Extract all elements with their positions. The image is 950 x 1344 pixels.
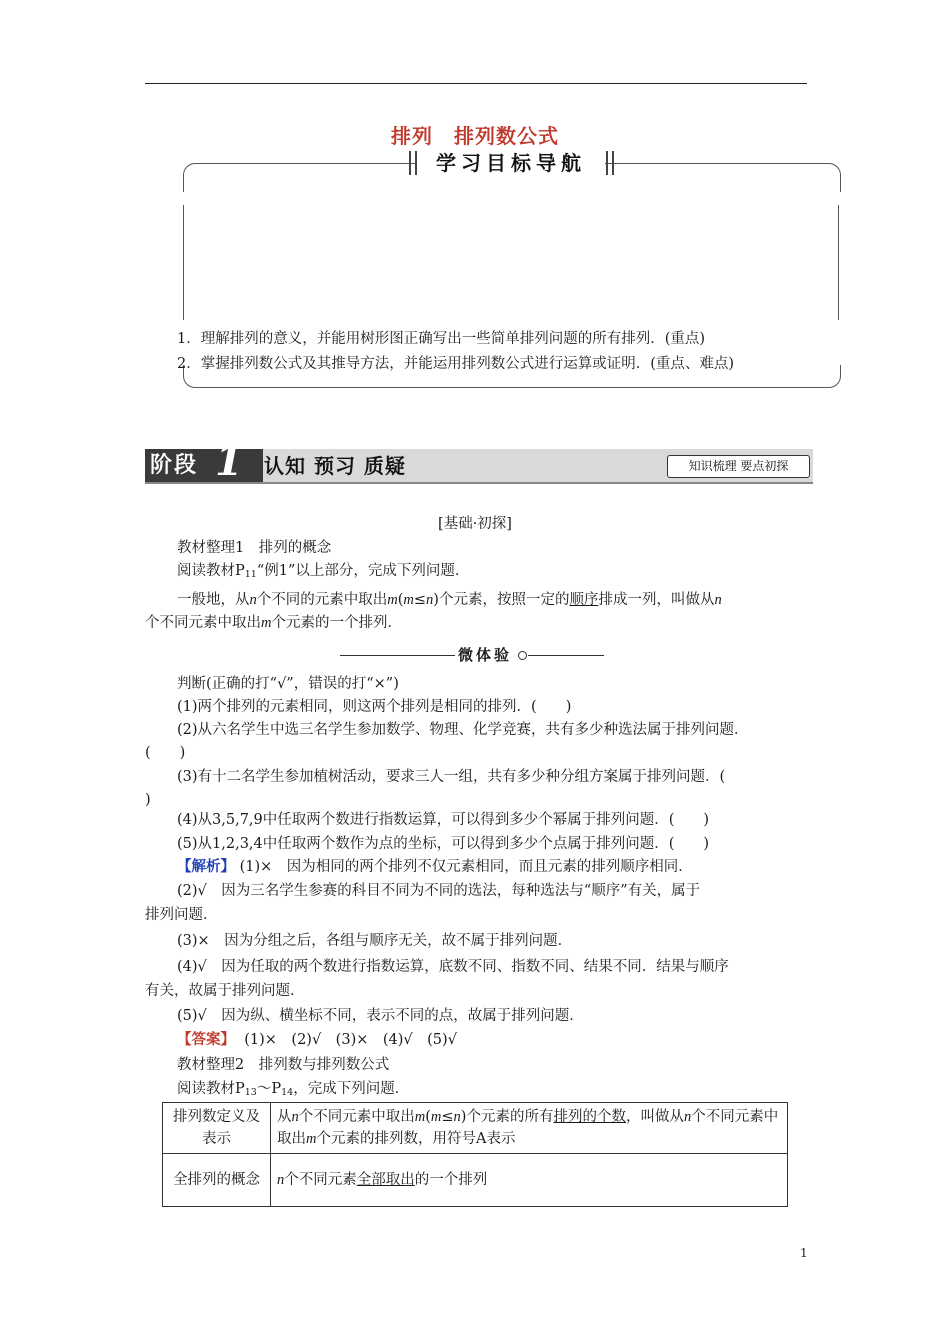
stage-title: 认知 预习 质疑: [264, 454, 406, 478]
micro-circle-icon: [518, 651, 527, 660]
micro-heading: 微体验: [458, 646, 513, 664]
page-title: 排列 排列数公式: [391, 124, 559, 148]
banner-bracket-left: [409, 151, 417, 175]
header-rule: [145, 83, 807, 84]
judge-q1: (1)两个排列的元素相同，则这两个排列是相同的排列．( ): [177, 699, 572, 715]
analysis-4-cont: 有关，故属于排列问题．: [145, 983, 305, 999]
goal-frame-right: [838, 205, 839, 320]
s2-heading: 教材整理2 排列数与排列数公式: [177, 1057, 390, 1073]
analysis-4: (4)√ 因为任取的两个数进行指数运算，底数不同、指数不同、结果不同．结果与顺序: [177, 959, 729, 975]
goal-frame-left: [183, 205, 184, 320]
analysis-tag: 【解析】: [177, 858, 235, 875]
s1-read: 阅读教材$P_{11}“$例1”以上部分，完成下列问题．: [177, 563, 470, 580]
judge-q3-cont: ): [145, 792, 151, 808]
banner-bracket-right: [606, 151, 614, 175]
micro-rule-right: [528, 655, 604, 656]
goal-banner: 学习目标导航: [436, 151, 586, 175]
analysis-5: (5)√ 因为纵、横坐标不同，表示不同的点，故属于排列问题．: [177, 1008, 584, 1024]
s1-heading: 教材整理1 排列的概念: [177, 540, 332, 556]
table-row: [163, 1154, 788, 1207]
analysis-3: (3)× 因为分组之后，各组与顺序无关，故不属于排列问题．: [177, 933, 573, 949]
page-number: 1: [800, 1246, 808, 1260]
s1-definition-cont: 个不同元素中取出m个元素的一个排列．: [145, 615, 402, 631]
stage-label: 阶段: [150, 453, 199, 478]
judge-q2-cont: ( ): [145, 745, 186, 761]
analysis-1: 【解析】 (1)× 因为相同的两个排列不仅元素相同，而且元素的排列顺序相同．: [177, 858, 693, 875]
goal-item-1: 1．理解排列的意义，并能用树形图正确写出一些简单排列问题的所有排列．(重点): [177, 331, 706, 347]
stage-number: 1: [215, 438, 243, 485]
s1-definition: 一般地，从n个不同的元素中取出m(m≤n)个元素，按照一定的顺序排成一列，叫做从n: [177, 592, 722, 608]
table-row: [163, 1103, 788, 1154]
table-cell: 从n个不同元素中取出m(m≤n)个元素的所有排列的个数，叫做从n个不同元素中取出m个元素的排列数，用符号A表示: [271, 1103, 788, 1154]
judge-intro: 判断(正确的打“√”，错误的打“×”): [177, 676, 399, 692]
answer-line: 【答案】 (1)× (2)√ (3)× (4)√ (5)√: [177, 1031, 457, 1048]
underlined-term: 顺序: [569, 592, 599, 608]
table-cell: n个不同元素全部取出的一个排列: [271, 1154, 788, 1207]
judge-q3: (3)有十二名学生参加植树活动，要求三人一组，共有多少种分组方案属于排列问题．(: [177, 769, 726, 785]
judge-q4: (4)从3,5,7,9中任取两个数进行指数运算，可以得到多少个幂属于排列问题．( ): [177, 812, 710, 828]
stage-tag: 知识梳理 要点初探: [667, 455, 810, 478]
analysis-2-cont: 排列问题．: [145, 907, 218, 923]
judge-q5: (5)从1,2,3,4中任取两个数作为点的坐标，可以得到多少个点属于排列问题．( ): [177, 836, 710, 852]
table-header-cell: 排列数定义及表示: [163, 1103, 271, 1154]
permutation-table: [162, 1102, 788, 1207]
analysis-2: (2)√ 因为三名学生参赛的科目不同为不同的选法，每种选法与“顺序”有关，属于: [177, 883, 701, 899]
section-label: [基础·初探]: [438, 516, 512, 532]
micro-rule-left: [340, 655, 455, 656]
answer-tag: 【答案】: [177, 1031, 235, 1048]
table-header-cell: 全排列的概念: [163, 1154, 271, 1207]
s2-read: 阅读教材$P_{13}\sim P_{14}$，完成下列问题．: [177, 1081, 410, 1098]
goal-item-2: 2．掌握排列数公式及其推导方法，并能运用排列数公式进行运算或证明．(重点、难点): [177, 356, 735, 372]
judge-q2: (2)从六名学生中选三名学生参加数学、物理、化学竞赛，共有多少种选法属于排列问题．: [177, 722, 749, 738]
